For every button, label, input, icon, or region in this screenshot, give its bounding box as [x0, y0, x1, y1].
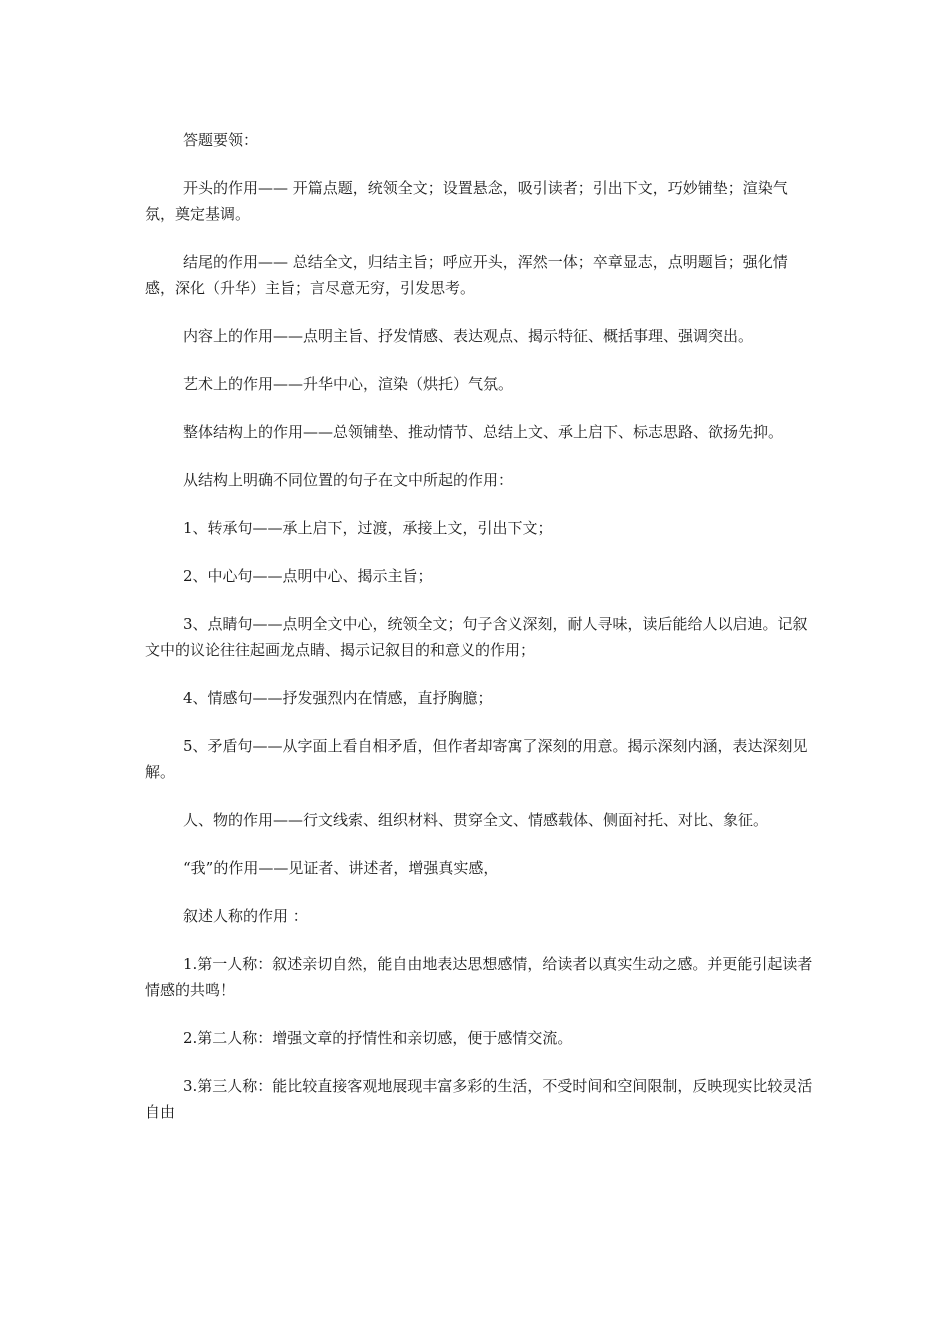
list-item-third-person: 3.第三人称：能比较直接客观地展现丰富多彩的生活，不受时间和空间限制，反映现实比较灵活自由: [145, 1077, 813, 1121]
list-item-second-person: 2.第二人称：增强文章的抒情性和亲切感，便于感情交流。: [183, 1029, 573, 1047]
paragraph-structure-role: 整体结构上的作用——总领铺垫、推动情节、总结上文、承上启下、标志思路、欲扬先抑。: [183, 423, 784, 441]
paragraph-content-role: 内容上的作用——点明主旨、抒发情感、表达观点、揭示特征、概括事理、强调突出。: [183, 327, 754, 345]
heading-narrative-person: 叙述人称的作用 ：: [183, 907, 308, 925]
list-item-finishing-sentence: 3、点睛句——点明全文中心，统领全文；句子含义深刻，耐人寻味，读后能给人以启迪。记叙文中的议论往往起画龙点睛、揭示记叙目的和意义的作用；: [145, 615, 808, 659]
list-item-contradiction-sentence: 5、矛盾句——从字面上看自相矛盾，但作者却寄寓了深刻的用意。揭示深刻内涵，表达深刻见解。: [145, 737, 808, 781]
paragraph-opening-role: 开头的作用—— 开篇点题，统领全文；设置悬念，吸引读者；引出下文，巧妙铺垫；渲染气氛，奠定基调。: [145, 179, 788, 223]
document-body: [145, 127, 817, 1147]
list-item-first-person: 1.第一人称：叙述亲切自然，能自由地表达思想感情，给读者以真实生动之感。并更能引起读者情感的共鸣！: [145, 955, 813, 999]
paragraph-ending-role: 结尾的作用—— 总结全文，归结主旨；呼应开头，浑然一体；卒章显志，点明题旨；强化情感，深化（升华）主旨；言尽意无穷，引发思考。: [145, 253, 788, 297]
list-item-transition-sentence: 1、转承句——承上启下，过渡，承接上文，引出下文；: [183, 519, 553, 537]
list-item-central-sentence: 2、中心句——点明中心、揭示主旨；: [183, 567, 433, 585]
paragraph-sentence-positions: 从结构上明确不同位置的句子在文中所起的作用：: [183, 471, 514, 489]
paragraph-first-person-role: “我”的作用——见证者、讲述者，增强真实感，: [183, 859, 499, 877]
paragraph-artistic-role: 艺术上的作用——升华中心，渲染（烘托）气氛。: [183, 375, 514, 393]
list-item-emotional-sentence: 4、情感句——抒发强烈内在情感，直抒胸臆；: [183, 689, 493, 707]
paragraph-people-objects-role: 人、物的作用——行文线索、组织材料、贯穿全文、情感载体、侧面衬托、对比、象征。: [183, 811, 769, 829]
heading-answer-tips: 答题要领：: [183, 131, 259, 149]
